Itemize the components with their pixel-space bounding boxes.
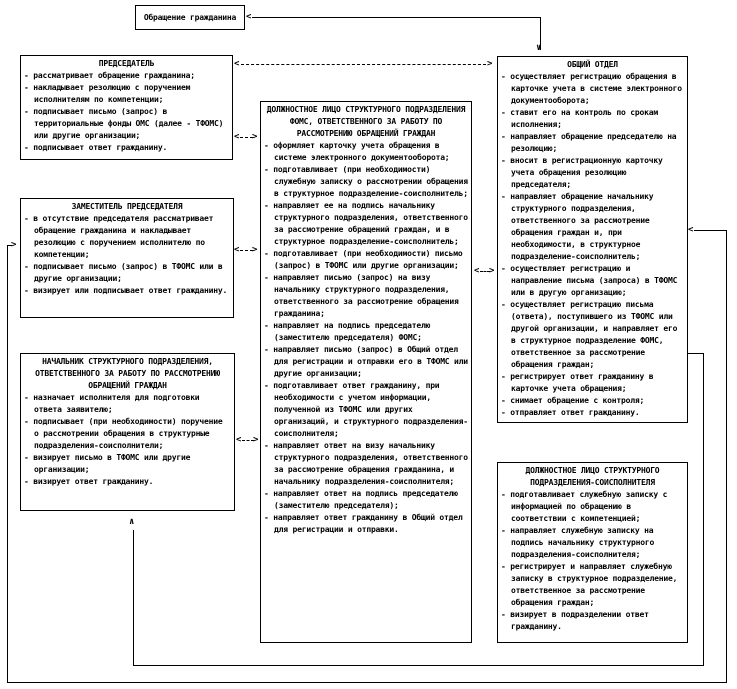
general-department-items <box>501 71 684 419</box>
list-item: - направляет ответ гражданину в Общий отдел для регистрации и отправки. <box>264 513 463 534</box>
connector-appeal-hline <box>252 17 540 18</box>
list-item: - направляет обращение начальнику структурного подразделения, ответственного за рассмотрение обращения граждан и, при необходимости, в структурное подразделение-соисполнитель; <box>501 192 654 261</box>
deputy-title: ЗАМЕСТИТЕЛЬ ПРЕДСЕДАТЕЛЯ <box>71 202 183 211</box>
list-item: - осуществляет регистрацию обращения в карточке учета в системе электронного документооборота; <box>501 72 682 105</box>
connector-head-bottom-vline <box>133 530 134 665</box>
list-item: - направляет на подпись председателю (заместителю председателя) ФОМС; <box>264 321 431 342</box>
list-item: - подписывает (при необходимости) поручение о рассмотрении обращения в структурные подразделения-соисполнители; <box>24 417 223 450</box>
connector-bottom-hline-outer <box>7 682 727 683</box>
connector-left-vline <box>7 245 8 682</box>
list-item: - визирует письмо в ТФОМС или другие организации; <box>24 453 191 474</box>
list-item: - подготавливает (при необходимости) письмо (запрос) в ТФОМС или другие организации; <box>264 249 463 270</box>
head-box <box>20 353 235 511</box>
list-item: - визирует или подписывает ответ гражданину. <box>24 286 228 295</box>
list-item: - регистрирует ответ гражданину в карточке учета обращения; <box>501 372 654 393</box>
list-item: - вносит в регистрационную карточку учета обращения резолюцию председателя; <box>501 156 663 189</box>
list-item: - направляет ее на подпись начальнику структурного подразделения, ответственного за рассмотрение обращений граждан, и в структурное подразделение-соисполнитель; <box>264 201 468 246</box>
list-item: - ставит его на контроль по срокам исполнения; <box>501 108 658 129</box>
officer-box <box>260 101 472 643</box>
connector-general-right-stub-upper <box>694 230 726 231</box>
list-item: - рассматривает обращение гражданина; <box>24 71 195 80</box>
arrowhead-right-icon: > <box>489 266 495 276</box>
arrowhead-down-icon: ∨ <box>536 43 542 53</box>
coexecutor-title: ДОЛЖНОСТНОЕ ЛИЦО СТРУКТУРНОГО ПОДРАЗДЕЛЕНИЯ-СОИСПОЛНИТЕЛЯ <box>525 466 660 487</box>
arrowhead-right-icon: > <box>252 245 258 255</box>
arrowhead-left-icon: < <box>234 59 240 69</box>
head-items <box>24 392 231 488</box>
list-item: - направляет письмо (запрос) на визу начальнику структурного подразделения, ответственного за рассмотрение обращения гражданина; <box>264 273 459 318</box>
arrowhead-left-icon: < <box>246 12 252 22</box>
list-item: - визирует ответ гражданину. <box>24 477 154 486</box>
list-item: - направляет письмо (запрос) в Общий отдел для регистрации и отправки его в ТФОМС или другие организации; <box>264 345 468 378</box>
coexecutor-box <box>497 462 688 643</box>
chairman-box <box>20 55 233 160</box>
list-item: - осуществляет регистрацию письма (ответа), поступившего из ТФОМС или другой организации, и направляет его в структурное подразделение ФОМС, ответственное за рассмотрение обращения граждан; <box>501 300 678 369</box>
officer-items <box>264 140 468 536</box>
list-item: - оформляет карточку учета обращения в системе электронного документооборота; <box>264 141 450 162</box>
officer-title: ДОЛЖНОСТНОЕ ЛИЦО СТРУКТУРНОГО ПОДРАЗДЕЛЕНИЯ ФОМС, ОТВЕТСТВЕННОГО ЗА РАБОТУ ПО РАССМОТРЕНИЮ ОБРАЩЕНИЙ ГРАЖДАН <box>266 105 466 138</box>
connector-bottom-hline-inner <box>133 665 704 666</box>
list-item: - назначает исполнителя для подготовки ответа заявителю; <box>24 393 200 414</box>
deputy-items <box>24 213 230 297</box>
arrowhead-left-icon: < <box>234 132 240 142</box>
connector-right-vline-outer <box>726 230 727 682</box>
general-department-box <box>497 56 688 423</box>
list-item: - в отсутствие председателя рассматривает обращение гражданина и накладывает резолюцию с поручением исполнителю по компетенции; <box>24 214 214 259</box>
head-title: НАЧАЛЬНИК СТРУКТУРНОГО ПОДРАЗДЕЛЕНИЯ, ОТВЕТСТВЕННОГО ЗА РАБОТУ ПО РАССМОТРЕНИЮ ОБРАЩЕНИЙ ГРАЖДАН <box>35 357 220 390</box>
list-item: - подготавливает ответ гражданину, при необходимости с учетом информации, полученной из ТФОМС или других организаций, и структурного подразделения-соисполнителя; <box>264 381 468 438</box>
arrowhead-right-icon: > <box>487 59 493 69</box>
arrowhead-left-icon: < <box>234 245 240 255</box>
list-item: - осуществляет регистрацию и направление письма (запроса) в ТФОМС или в другую организацию; <box>501 264 678 297</box>
arrowhead-right-icon: > <box>11 240 17 250</box>
list-item: - подготавливает (при необходимости) служебную записку о рассмотрении обращения в структурное подразделение-соисполнитель; <box>264 165 468 198</box>
arrowhead-right-icon: > <box>252 132 258 142</box>
general-department-title: ОБЩИЙ ОТДЕЛ <box>567 60 618 69</box>
list-item: - визирует в подразделении ответ гражданину. <box>501 610 649 631</box>
arrowhead-left-icon: < <box>688 225 694 235</box>
list-item: - направляет служебную записку на подпись начальнику структурного подразделения-соисполнителя; <box>501 526 655 559</box>
list-item: - направляет обращение председателю на резолюцию; <box>501 132 677 153</box>
list-item: - регистрирует и направляет служебную записку в структурное подразделение, ответственное за рассмотрение обращения граждан; <box>501 562 678 607</box>
arrowhead-left-icon: < <box>236 435 242 445</box>
arrowhead-up-icon: ∧ <box>129 517 135 527</box>
list-item: - направляет ответ на подпись председателю (заместителю председателя); <box>264 489 458 510</box>
list-item: - снимает обращение с контроля; <box>501 396 645 405</box>
list-item: - подписывает ответ гражданину. <box>24 143 168 152</box>
appeal-label: Обращение гражданина <box>143 13 237 22</box>
list-item: - отправляет ответ гражданину. <box>501 408 640 417</box>
connector-general-right-stub-lower <box>688 353 703 354</box>
list-item: - подписывает письмо (запрос) в ТФОМС или в другие организации; <box>24 262 223 283</box>
connector-chairman-general-dashed <box>241 64 486 65</box>
arrowhead-left-icon: < <box>474 266 480 276</box>
coexecutor-items <box>501 489 684 633</box>
chairman-items <box>24 70 229 154</box>
deputy-box <box>20 198 234 318</box>
arrowhead-right-icon: > <box>253 435 259 445</box>
chairman-title: ПРЕДСЕДАТЕЛЬ <box>98 59 155 68</box>
appeal-box <box>135 5 245 30</box>
list-item: - накладывает резолюцию с поручением исполнителям по компетенции; <box>24 83 191 104</box>
connector-right-vline-inner <box>703 353 704 665</box>
list-item: - направляет ответ на визу начальнику структурного подразделения, ответственного за рассмотрение обращения гражданина, и начальнику подразделения-соисполнителя; <box>264 441 468 486</box>
list-item: - подписывает письмо (запрос) в территориальные фонды ОМС (далее - ТФОМС) или другие организации; <box>24 107 224 140</box>
list-item: - подготавливает служебную записку с информацией по обращению в соответствии с компетенцией; <box>501 490 668 523</box>
